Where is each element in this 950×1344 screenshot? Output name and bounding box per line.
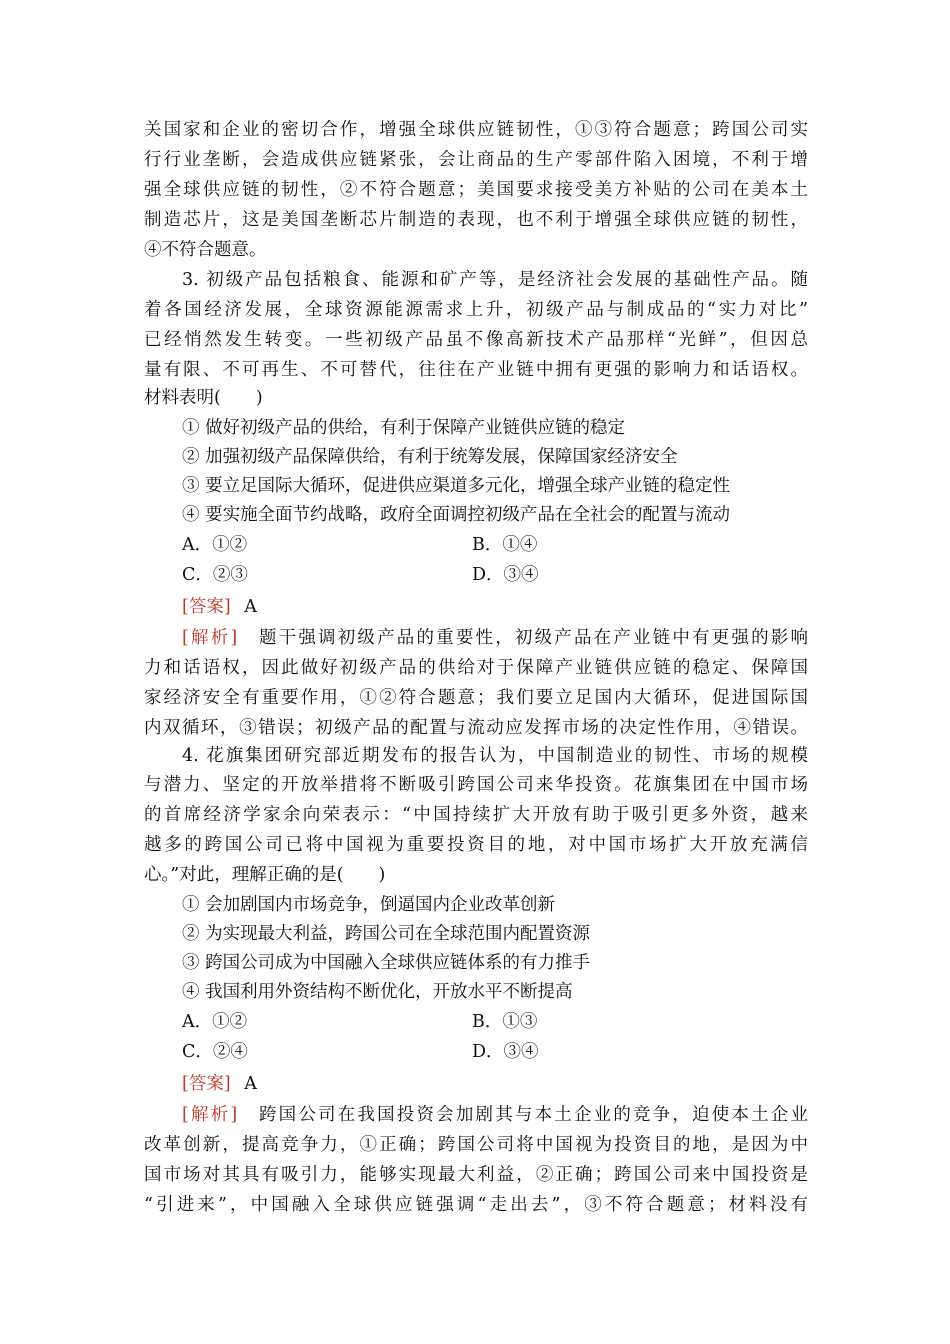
- q4-stem-line: 越多的跨国公司已将中国视为重要投资目的地，对中国市场扩大开放充满信: [144, 835, 808, 855]
- q4-option-a: A．①②: [182, 1012, 248, 1032]
- q4-stem-line: 与潜力、坚定的开放举措将不断吸引跨国公司来华投资。花旗集团在中国市场: [144, 775, 808, 795]
- q3-analysis-line: 力和话语权，因此做好初级产品的供给对于保障产业链供应链的稳定、保障国: [144, 658, 808, 678]
- q4-statement: ② 为实现最大利益，跨国公司在全球范围内配置资源: [182, 924, 591, 944]
- q4-option-b: B．①③: [472, 1012, 538, 1032]
- answer-tag: [答案]: [182, 597, 231, 617]
- q3-option-b: B．①④: [472, 535, 538, 555]
- analysis-text: 题干强调初级产品的重要性，初级产品在产业链中有更强的影响: [258, 628, 808, 648]
- q4-statement: ③ 跨国公司成为中国融入全球供应链体系的有力推手: [182, 953, 591, 973]
- q4-analysis-first: [182, 1101, 808, 1130]
- prev-analysis-line: 行行业垄断，会造成供应链紧张，会让商品的生产零部件陷入困境，不利于增: [144, 150, 808, 170]
- q3-analysis-first: [182, 624, 808, 653]
- q4-stem-line: 4. 花旗集团研究部近期发布的报告认为，中国制造业的韧性、市场的规模: [182, 746, 808, 766]
- prev-analysis-line: ④不符合题意。: [144, 240, 267, 260]
- q4-stem-line: 的首席经济学家余向荣表示：“中国持续扩大开放有助于吸引更多外资，越来: [144, 805, 808, 825]
- q3-stem-line: 着各国经济发展，全球资源能源需求上升，初级产品与制成品的“实力对比”: [144, 300, 808, 320]
- q3-options-row-1: [0, 531, 950, 560]
- q4-statement: ① 会加剧国内市场竞争，倒逼国内企业改革创新: [182, 895, 556, 915]
- q4-analysis-line: 国市场对其具有吸引力，能够实现最大利益，②正确；跨国公司来中国投资是: [144, 1165, 808, 1185]
- prev-analysis-line: 强全球供应链的韧性，②不符合题意；美国要求接受美方补贴的公司在美本土: [144, 180, 808, 200]
- q4-option-d: D．③④: [472, 1042, 539, 1062]
- q4-answer: [182, 1070, 808, 1099]
- q3-stem-line: 3. 初级产品包括粮食、能源和矿产等，是经济社会发展的基础性产品。随: [182, 270, 808, 290]
- prev-analysis-line: 关国家和企业的密切合作，增强全球供应链韧性，①③符合题意；跨国公司实: [144, 120, 808, 140]
- q4-options-row-2: [0, 1038, 950, 1067]
- q3-stem-line: 已经悄然发生转变。一些初级产品虽不像高新技术产品那样“光鲜”，但因总: [144, 330, 808, 350]
- q3-option-d: D．③④: [472, 565, 539, 585]
- q4-option-c: C．②④: [182, 1042, 248, 1062]
- q3-analysis-line: 内双循环，③错误；初级产品的配置与流动应发挥市场的决定性作用，④错误。: [144, 718, 808, 738]
- answer-value: A: [244, 597, 257, 617]
- q3-stem-line: 量有限、不可再生、不可替代，往往在产业链中拥有更强的影响力和话语权。: [144, 360, 808, 380]
- q3-statement: ② 加强初级产品保障供给，有利于统筹发展，保障国家经济安全: [182, 447, 678, 467]
- q3-answer: [182, 593, 808, 622]
- q4-statement: ④ 我国利用外资结构不断优化，开放水平不断提高: [182, 982, 573, 1002]
- answer-tag: [答案]: [182, 1074, 231, 1094]
- analysis-text: 跨国公司在我国投资会加剧其与本土企业的竞争，迫使本土企业: [258, 1105, 808, 1125]
- analysis-tag: [解析]: [182, 628, 238, 648]
- q3-statement: ① 做好初级产品的供给，有利于保障产业链供应链的稳定: [182, 418, 626, 438]
- q3-statement: ④ 要实施全面节约战略，政府全面调控初级产品在全社会的配置与流动: [182, 505, 731, 525]
- q3-statement: ③ 要立足国际大循环，促进供应渠道多元化，增强全球产业链的稳定性: [182, 476, 731, 496]
- q3-option-c: C．②③: [182, 565, 248, 585]
- answer-value: A: [244, 1074, 257, 1094]
- q3-stem-line: 材料表明( ): [144, 388, 263, 408]
- prev-analysis-line: 制造芯片，这是美国垄断芯片制造的表现，也不利于增强全球供应链的韧性，: [144, 210, 808, 230]
- q3-options-row-2: [0, 561, 950, 590]
- analysis-tag: [解析]: [182, 1105, 238, 1125]
- q3-option-a: A．①②: [182, 535, 248, 555]
- q4-analysis-line: 改革创新，提高竞争力，①正确；跨国公司将中国视为投资目的地，是因为中: [144, 1135, 808, 1155]
- q4-analysis-line: “引进来”，中国融入全球供应链强调“走出去”，③不符合题意；材料没有: [144, 1195, 808, 1215]
- q4-stem-line: 心。”对此，理解正确的是( ): [144, 865, 386, 885]
- q3-analysis-line: 家经济安全有重要作用，①②符合题意；我们要立足国内大循环，促进国际国: [144, 688, 808, 708]
- q4-options-row-1: [0, 1008, 950, 1037]
